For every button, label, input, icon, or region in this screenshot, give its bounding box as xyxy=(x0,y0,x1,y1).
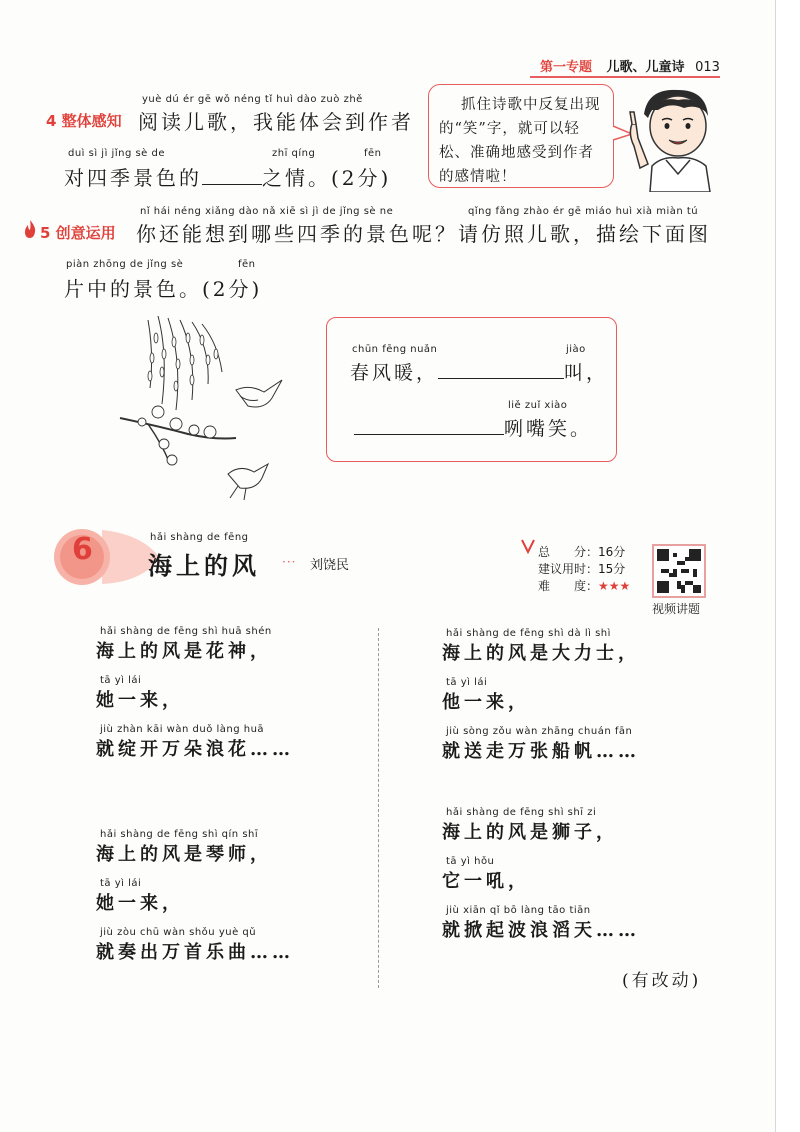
lesson-number: 6 xyxy=(72,532,93,567)
info-corner-icon xyxy=(520,538,536,554)
q4-line-2b: 之情。(2分) xyxy=(262,166,392,190)
adaptation-note: (有改动) xyxy=(622,971,702,991)
poem-author: 刘饶民 xyxy=(310,558,350,573)
answer-line-2 xyxy=(354,414,592,441)
hint-bubble xyxy=(428,84,614,188)
poem-left-column xyxy=(96,626,366,1032)
answer-line-1a: 春风暖， xyxy=(350,362,439,384)
info-panel xyxy=(538,544,630,595)
flame-icon xyxy=(22,219,38,239)
poem-line-text: 海上的风是花神， xyxy=(96,641,272,662)
column-divider xyxy=(378,628,379,988)
answer-pinyin-2: liě zuǐ xiào xyxy=(508,400,568,411)
boy-illustration xyxy=(622,84,726,192)
hint-text: 抓住诗歌中反复出现的“笑”字，就可以轻松、准确地感受到作者的感情啦！ xyxy=(439,97,601,185)
info-time: 建议用时：15分 xyxy=(538,562,626,576)
q5-label: 5 创意运用 xyxy=(40,224,116,242)
poem-line-text: 她一来， xyxy=(96,690,184,711)
poem-stanza xyxy=(96,829,366,964)
qr-code[interactable] xyxy=(652,544,706,598)
poem-line xyxy=(96,927,366,964)
poem-line-pinyin: hǎi shàng de fēng shì qín shī xyxy=(100,829,259,840)
answer-blank-2[interactable] xyxy=(354,417,504,435)
poem-line xyxy=(96,829,366,866)
q4-line-1: 阅读儿歌，我能体会到作者 xyxy=(138,110,414,134)
answer-pinyin-1: chūn fēng nuǎn xyxy=(352,344,438,355)
q5-line-1: 你还能想到哪些四季的景色呢？请仿照儿歌，描绘下面图 xyxy=(136,222,711,246)
q4-line-2 xyxy=(64,162,391,191)
answer-pinyin-1b: jiào xyxy=(566,344,586,355)
poem-line-text: 就送走万张船帆…… xyxy=(442,741,640,762)
answer-line-1 xyxy=(350,358,608,385)
willow-swallows-illustration xyxy=(118,314,294,504)
poem-line xyxy=(96,724,366,761)
lesson-number-badge xyxy=(42,524,162,588)
poem-line xyxy=(442,905,742,942)
poem-line-pinyin: jiù zòu chū wàn shǒu yuè qǔ xyxy=(100,927,257,938)
title-pinyin: hǎi shàng de fēng xyxy=(150,532,249,543)
answer-blank-1[interactable] xyxy=(438,361,564,379)
q4-label: 4 整体感知 xyxy=(46,112,122,130)
poem-line-text: 海上的风是大力士， xyxy=(442,643,640,664)
page-header xyxy=(540,56,720,75)
qr-code-icon xyxy=(657,549,701,593)
topic-title: 儿歌、儿童诗 xyxy=(606,60,685,75)
poem-line-text: 就绽开万朵浪花…… xyxy=(96,739,294,760)
difficulty-stars: ★★★ xyxy=(598,579,631,593)
poem-line-pinyin: hǎi shàng de fēng shì huā shén xyxy=(100,626,272,637)
section-title: 第一专题 xyxy=(540,60,593,75)
poem-line xyxy=(96,878,366,915)
poem-line-pinyin: tā yì lái xyxy=(100,675,142,686)
poem-line-pinyin: jiù xiān qǐ bō làng tāo tiān xyxy=(446,905,591,916)
title-dots: ··· xyxy=(282,555,297,569)
poem-line-pinyin: tā yì hǒu xyxy=(446,856,495,867)
page-number: 013 xyxy=(695,60,720,75)
poem-line xyxy=(442,677,742,714)
poem-line xyxy=(442,628,742,665)
poem-line-text: 他一来， xyxy=(442,692,530,713)
poem-line xyxy=(96,626,366,663)
poem-line-pinyin: jiù sòng zǒu wàn zhāng chuán fān xyxy=(446,726,633,737)
answer-line-1b: 叫， xyxy=(564,362,609,384)
poem-stanza xyxy=(96,626,366,761)
poem-line xyxy=(442,856,742,893)
q5-pinyin-1: nǐ hái néng xiǎng dào nǎ xiē sì jì de jǐng sè ne xyxy=(140,206,394,217)
q5-pinyin-2: piàn zhōng de jǐng sè xyxy=(66,259,184,270)
q5-pinyin-2b: fēn xyxy=(238,259,256,270)
qr-caption: 视频讲题 xyxy=(652,602,701,616)
q4-pinyin-2: duì sì jì jǐng sè de xyxy=(68,148,166,159)
poem-line-text: 就奏出万首乐曲…… xyxy=(96,942,294,963)
poem-line-pinyin: tā yì lái xyxy=(446,677,488,688)
poem-title: 海上的风 xyxy=(148,551,260,580)
poem-line-pinyin: jiù zhàn kāi wàn duǒ làng huā xyxy=(100,724,265,735)
q4-pinyin-1: yuè dú ér gē wǒ néng tǐ huì dào zuò zhě xyxy=(142,94,363,105)
info-difficulty: 难 度：★★★ xyxy=(538,579,631,593)
poem-line-text: 海上的风是狮子， xyxy=(442,822,618,843)
poem-line-text: 它一吼， xyxy=(442,871,530,892)
poem-line xyxy=(96,675,366,712)
poem-stanza xyxy=(442,628,742,763)
q4-pinyin-2c: fēn xyxy=(364,148,382,159)
q4-answer-blank[interactable] xyxy=(202,167,262,185)
poem-line-text: 就掀起波浪滔天…… xyxy=(442,920,640,941)
poem-line-pinyin: hǎi shàng de fēng shì dà lì shì xyxy=(446,628,611,639)
q4-line-2a: 对四季景色的 xyxy=(64,166,202,190)
poem-stanza xyxy=(442,807,742,942)
poem-line-pinyin: hǎi shàng de fēng shì shī zi xyxy=(446,807,597,818)
poem-line-pinyin: tā yì lái xyxy=(100,878,142,889)
q5-line-2: 片中的景色。(2分) xyxy=(64,277,263,301)
q4-pinyin-2b: zhī qíng xyxy=(272,148,316,159)
header-rule xyxy=(530,76,720,78)
poem-line-text: 她一来， xyxy=(96,893,184,914)
poem-line xyxy=(442,807,742,844)
poem-line xyxy=(442,726,742,763)
q5-pinyin-1b: qǐng fǎng zhào ér gē miáo huì xià miàn tú xyxy=(468,206,699,217)
answer-line-2b: 咧嘴笑。 xyxy=(504,418,593,440)
poem-right-column xyxy=(442,628,742,986)
info-total: 总 分：16分 xyxy=(538,545,626,559)
poem-line-text: 海上的风是琴师， xyxy=(96,844,272,865)
